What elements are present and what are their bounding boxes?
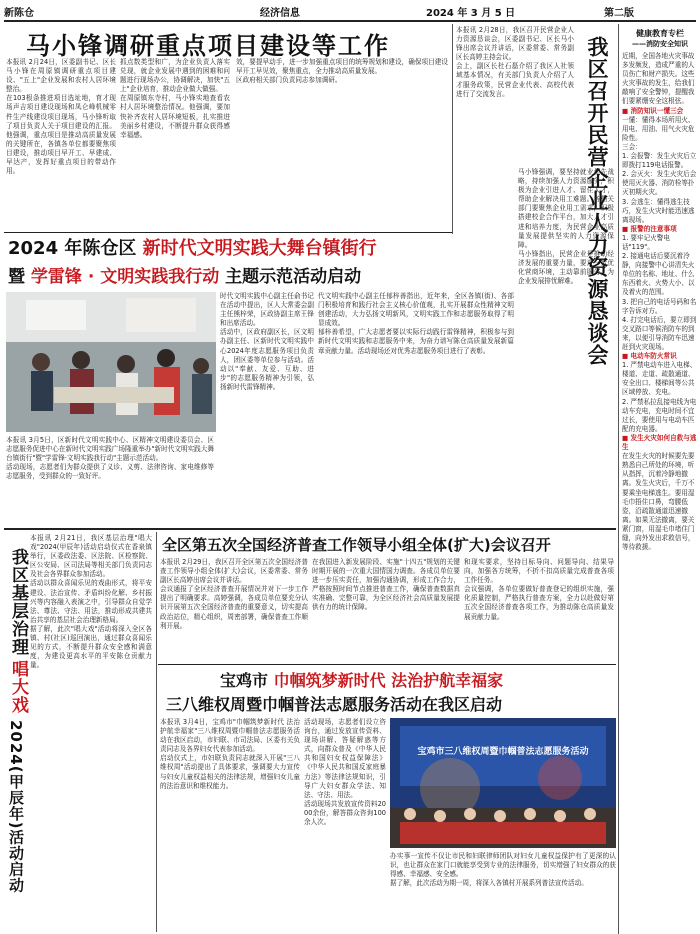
article2-title-line1 <box>8 234 448 260</box>
sidebar-title: 健康教育专栏 <box>636 29 684 38</box>
article4-vertical-title: 我区召开民营企业人力资源恳谈会 <box>585 36 609 366</box>
article2-title-pre: 2024 年陈仓区 <box>8 238 137 259</box>
article1-col2: 抓点数类型和广，为企业负责人落实兑现，就企业发展中遇到的困难和问题进行现场办公，协调解决，加快"五上"企业培育，推动企业做大做强。 在周原镇东寺村，马小锋实地查看农村人居环境整治情况。他强调，要加快补齐农村人居环境短板，扎实推进美丽乡村建设，不断提升群众获得感幸福感。 <box>120 58 230 139</box>
sidebar-para-1: 一懂：懂得本场所用火、用电、用油、用气火灾危险性。 三会： 1. 会报警：发生火灾后立即拨打119电话报警。 2. 会灭火：发生火灾后会使用灭火器、消防栓等扑灭初期火灾。 3. 会逃生：懂得逃生技巧，发生火灾时能迅速逃离现场。 <box>622 115 697 224</box>
divider-v3 <box>156 532 157 932</box>
sidebar-subtitle: ——消防安全知识 <box>632 40 688 48</box>
article1-col3: 效，要提早动手，进一步加强重点项目的统筹规划和建设，确保项目建设早开工早见效，聚焦重点，全力推动高质量发展。 区政府相关部门负责同志参加调研。 <box>236 58 448 85</box>
article2-caption: 本报讯 3月5日，区新时代文明实践中心、区精神文明建设委员会、区志愿服务促进中心在新时代文明实践广场隆重举办"新时代文明实践大舞台镇街行"暨"学雷锋·文明实践我行动"主题示范活动。 活动现场，志愿者们为群众提供了义诊、义剪、法律咨询、家电维修等志愿服务，受到群众的一致好评。 <box>6 436 214 481</box>
article6-col1: 本报讯 3月4日，宝鸡市"巾帼筑梦新时代 法治护航幸福家"三八维权周暨巾帼普法志愿服务活动在我区启动，市妇联、市司法局、区委有关负责同志及各界妇女代表参加活动。 启动仪式上，市妇联负责同志就深入开展"三八维权周"活动提出了具体要求，强调要大力宣传与妇女儿童权益相关的法律法规，增强妇女儿童的法治意识和维权能力。 <box>160 718 300 790</box>
article6-title-pre: 宝鸡市 <box>220 671 269 690</box>
article1-title: 马小锋调研重点项目建设等工作 <box>26 32 390 60</box>
sidebar-heading-4: ■ 发生火灾如何自救与逃生 <box>622 433 697 452</box>
article2-title-red1: 新时代文明实践大舞台镇街行 <box>142 238 377 259</box>
lower-section-rule <box>4 528 616 530</box>
sidebar-heading-3: ■ 电动车防火常识 <box>622 352 677 361</box>
article2-top-rule <box>4 232 452 233</box>
article2-title-post: 主题示范活动启动 <box>225 267 362 287</box>
article5-title: 全区第五次全国经济普查工作领导小组全体(扩大)会议召开 <box>162 536 551 554</box>
article6-col3: 办实事一宣传不仅让市民和妇联律师团队对妇女儿童权益保护有了更深的认识，也让群众在家门口就能享受到专业的法律服务，切实增强了妇女群众的获得感、幸福感、安全感。 据了解，此次活动为期一周，将深入各镇村开展系列普法宣传活动。 <box>390 852 616 888</box>
page-number: 第二版 <box>604 8 634 19</box>
section-name: 经济信息 <box>260 8 300 19</box>
article2-title-pre2: 暨 <box>8 267 25 287</box>
article6-col2: 活动现场，志愿者们设立咨询台，通过发放宣传资料、现场讲解、答疑解惑等方式，向群众普及《中华人民共和国妇女权益保障法》《中华人民共和国反家庭暴力法》等法律法规知识，引导广大妇女群众学法、知法、守法、用法。 活动现场共发放宣传资料2000余份，解答群众咨询100余人次。 <box>304 718 386 827</box>
article3-vertical-title-2: 唱大戏 <box>8 660 28 714</box>
divider-v1 <box>452 24 453 234</box>
sidebar-para-3: 1. 严禁电动车进入电梯、楼道、走道、疏散通道、安全出口、楼梯间等公共区域停放、充电。 2. 严禁私拉乱接电线为电动车充电，充电时间不宜过长，要使用与电动车匹配的充电器。 <box>622 361 697 433</box>
article6-top-rule <box>158 664 616 665</box>
masthead <box>4 2 696 18</box>
article5-col2: 在我国进入新发展阶段、实施"十四五"规划的关键时期开展的一次重大国情国力调查。各成员单位要进一步压实责任，加强沟通协调，形成工作合力，严格按照时间节点推进普查工作，确保普查数据真实准确、完整可靠，为全区经济社会高质量发展提供有力的统计保障。 <box>312 558 460 612</box>
sidebar-heading-2: ■ 报警的注意事项 <box>622 224 677 233</box>
sidebar-intro: 近期，全国各地火灾事故多发频发，造成严重的人员伤亡和财产损失。这些火灾事故的发生，给我们敲响了安全警钟，提醒我们要紧绷安全这根弦。 <box>622 52 695 106</box>
sidebar <box>622 28 698 932</box>
article6-photo-banner: 宝鸡市三八维权周暨巾帼普法志愿服务活动 <box>417 747 589 757</box>
sidebar-heading-1: ■ 消防知识一懂三会 <box>622 106 684 115</box>
article6-title-line1 <box>220 668 620 691</box>
sidebar-para-4: 在发生火灾的时候要先要熟悉自己所处的环境，听从指挥，沉着冷静地撤离。发生火灾后，千万不要乘坐电梯逃生。要用湿毛巾捂住口鼻，弯腰低姿，沿疏散通道迅速撤离。如果无法撤离，要关紧门窗，用湿毛巾堵住门缝，向外发出求救信号，等待救援。 <box>622 452 695 552</box>
article3-vertical-title-3: 2024(甲辰年)活动启动 <box>7 720 25 894</box>
sidebar-divider <box>618 24 619 934</box>
article6-photo <box>390 718 616 848</box>
sidebar-para-2: 1. 要牢记火警电话"119"。 2. 接通电话后要沉着冷静，向接警中心讲清失火单位的名称、地址、什么东西着火、火势大小、以及着火的范围。 3. 把自己的电话号码和名字告诉对方。 4. 打完电话后，要立即到交叉路口等候消防车的到来，以便引导消防车迅速赶到火灾现场。 <box>622 233 697 351</box>
article4-body: 马小锋强调，要坚持就业优先战略，持续加强人力资源服务，积极为企业引进人才、留住人才，帮助企业解决用工难题。各相关部门要聚焦企业用工需求，积极搭建校企合作平台，加大人才引进和培养力度，为民营企业高质量发展提供坚实的人力资源保障。 马小锋指出，民营企业是推动经济发展的重要力量，要进一步优化营商环境，主动靠前服务，为企业发展排忧解难。 <box>518 168 614 286</box>
article2-col3: 代文明实践中心副主任郁梓善指出，近年来，全区各镇(街)、各部门积极培育和践行社会主义核心价值观，扎实开展群众性精神文明创建活动，大力弘扬文明新风，文明实践工作和志愿服务取得了明显成效。 郁梓善希望，广大志愿者要以实际行动践行雷锋精神，积极参与到新时代文明实践和志愿服务中来，为奋力谱写陈仓高质量发展新篇章贡献力量。活动现场还对优秀志愿服务项目进行了表彰。 <box>318 292 514 355</box>
article1-col1: 本报讯 2月24日，区委副书记、区长马小锋在周原镇调研重点项目建设、"五上"企业发展和农村人居环境整治。 在103根条推进项目选址地，育才现场声吉项目建设现场和凤仑峰机械零件生产线建设项目现场，马小锋听取了项目负责人关于项目建设的汇报。他强调，重点项目是推动高质量发展的关键所在，各镇各单位都要聚焦项目建设，推动项目早开工、早建成、早达产，发挥好重点项目的带动作用。 <box>6 58 116 176</box>
article2-title-red2: 学雷锋 · 文明实践我行动 <box>30 267 220 287</box>
article2-photo <box>6 292 216 432</box>
paper-name: 新陈仓 <box>4 8 34 19</box>
issue-date: 2024 年 3 月 5 日 <box>426 8 516 19</box>
article2-title-line2 <box>8 262 448 287</box>
masthead-rule <box>4 20 696 22</box>
article4-intro: 本报讯 2月28日，我区召开民营企业人力资源恳谈会，区委副书记、区长马小锋出席会议并讲话，区委常委、常务副区长高婷主持会议。 会上，副区长杜石磊介绍了我区人社领域基本情况，有关部门负责人介绍了人才服务政策，民营企业代表、高校代表进行了交流发言。 <box>456 26 574 98</box>
article5-col3: 和现实要求，坚持目标导向、问题导向、结果导向，加强各方统筹，不折不扣高质量完成普查各项工作任务。 会议强调，各单位要做好普查登记的组织实施，强化质量控制，严格执行普查方案，全力以赴做好第五次全国经济普查各项工作，为推动陈仓高质量发展贡献力量。 <box>464 558 614 621</box>
article6-title-line2: 三八维权周暨巾帼普法志愿服务活动在我区启动 <box>166 695 503 714</box>
article6-title-red: 巾帼筑梦新时代 法治护航幸福家 <box>273 671 504 690</box>
article5-col1: 本报讯 2月29日，我区召开全区第五次全国经济普查工作领导小组全体(扩大)会议，区委常委、常务副区长高婷出席会议并讲话。 会议通报了全区经济普查开展情况并对下一步工作提出了明确要求。高婷强调，各成员单位要充分认识开展第五次全国经济普查的重要意义，切实提高政治站位，精心组织，周密部署，确保普查工作顺利开展。 <box>160 558 308 630</box>
article2-col2: 时代文明实践中心副主任俞书记在活动中提出，区人大常委会副主任熊梓荣，区政协副主席王锋和出席活动。 活动中，区政府副区长，区文明办副主任、区新时代文明实践中心2024年度志愿服务项目负责人，团区委等单位参与活动。活动以"奉献、友爱、互助、进步"的志愿服务精神为引领，弘扬新时代雷锋精神。 <box>220 292 314 391</box>
article3-body: 本报讯 2月21日，我区基层治理"唱大戏"2024(甲辰年)活动启动仪式在香泉镇举行，区委政法委、区法院、区检察院、区公安局、区司法局等相关部门负责同志及社会各界群众参加活动。 活动以群众喜闻乐见的戏曲形式，将平安建设、法治宣传、矛盾纠纷化解、乡村振兴等内容融入表演之中，引导群众自觉学法、尊法、守法、用法，推动形成共建共治共享的基层社会治理新格局。 据了解，此次"唱大戏"活动将深入全区各镇、村(社区)巡回演出，通过群众喜闻乐见的方式，不断提升群众安全感和满意度，为建设更高水平的平安陈仓贡献力量。 <box>30 534 152 670</box>
article3-vertical-title-1: 我区基层治理 <box>8 548 28 656</box>
